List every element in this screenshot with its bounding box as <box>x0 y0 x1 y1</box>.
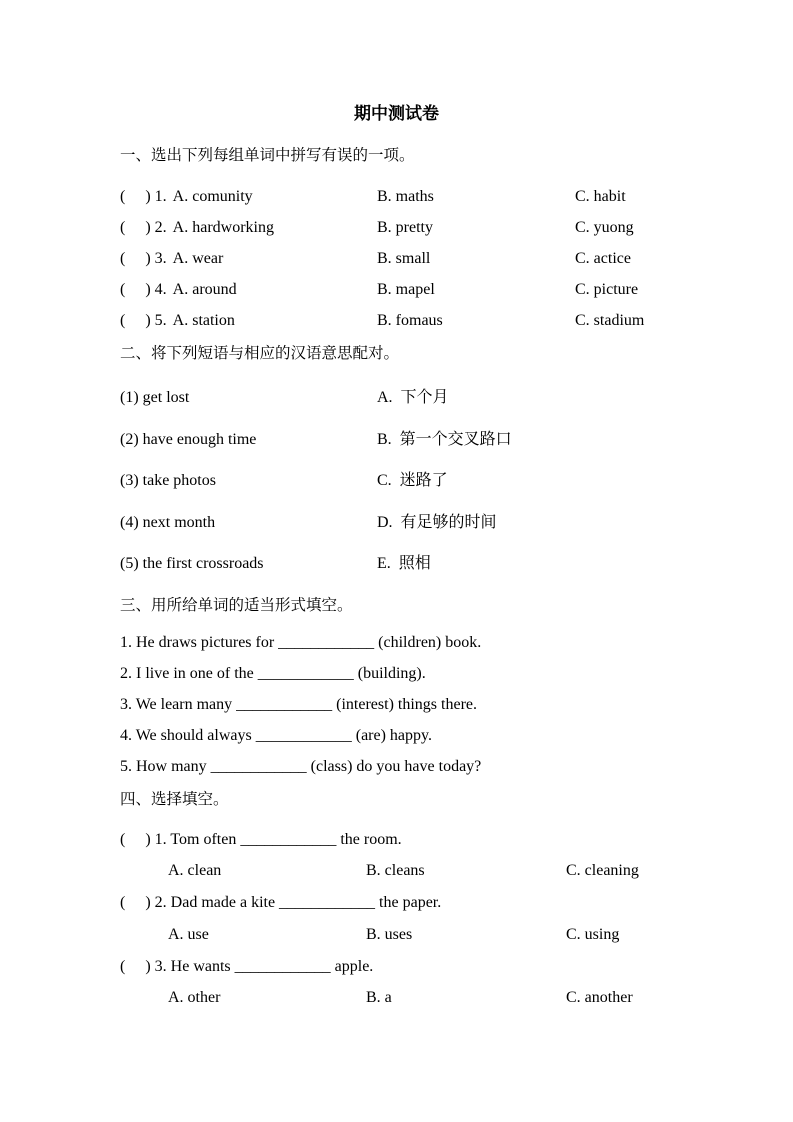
option-b: B. fomaus <box>377 312 443 329</box>
match-phrase: (3) take photos <box>120 472 216 489</box>
option-c: C. another <box>566 989 633 1006</box>
answer-parens-and-number <box>120 311 377 331</box>
option-c: C. using <box>566 926 620 943</box>
option-b: B. cleans <box>366 862 425 879</box>
section-1-heading: 一、选出下列每组单词中拼写有误的一项。 <box>120 147 415 164</box>
option-a: A. comunity <box>172 188 253 205</box>
answer-parens-and-number <box>120 187 377 207</box>
answer-parens: ( ) 1. <box>120 188 167 205</box>
match-meaning: A. 下个月 <box>377 389 449 406</box>
option-a: A. other <box>168 989 221 1006</box>
option-b: B. uses <box>366 926 413 943</box>
section-2-heading: 二、将下列短语与相应的汉语意思配对。 <box>120 345 400 362</box>
option-c: C. stadium <box>575 312 645 329</box>
option-b: B. maths <box>377 188 434 205</box>
option-b: B. pretty <box>377 219 433 236</box>
option-c: C. habit <box>575 188 626 205</box>
answer-parens: ( ) 5. <box>120 312 167 329</box>
match-row <box>120 388 780 408</box>
mcq-options-row <box>120 988 780 1008</box>
answer-parens: ( ) 3. <box>120 250 167 267</box>
match-row <box>120 513 780 533</box>
word-choice-row <box>120 249 780 269</box>
option-c: C. cleaning <box>566 862 639 879</box>
mcq-options-row <box>120 861 780 881</box>
answer-parens-and-number <box>120 218 377 238</box>
match-phrase: (2) have enough time <box>120 431 257 448</box>
match-phrase: (1) get lost <box>120 389 190 406</box>
match-phrase: (5) the first crossroads <box>120 555 264 572</box>
match-meaning: B. 第一个交叉路口 <box>377 431 512 448</box>
option-a: A. wear <box>172 250 224 267</box>
match-row <box>120 554 780 574</box>
option-a: A. use <box>168 926 209 943</box>
option-c: C. yuong <box>575 219 634 236</box>
option-c: C. picture <box>575 281 639 298</box>
match-meaning: C. 迷路了 <box>377 472 448 489</box>
fill-blank-item: 5. How many ____________ (class) do you have today? <box>120 758 482 775</box>
word-choice-row <box>120 218 780 238</box>
answer-parens-and-number <box>120 280 377 300</box>
answer-parens: ( ) 2. <box>120 219 167 236</box>
section-4-heading: 四、选择填空。 <box>120 791 229 808</box>
word-choice-row <box>120 311 780 331</box>
page-title: 期中测试卷 <box>354 104 439 123</box>
option-b: B. small <box>377 250 431 267</box>
option-b: B. a <box>366 989 392 1006</box>
word-choice-row <box>120 187 780 207</box>
match-meaning: D. 有足够的时间 <box>377 514 497 531</box>
mcq-question: ( ) 2. Dad made a kite ____________ the paper. <box>120 894 442 911</box>
option-a: A. station <box>172 312 235 329</box>
match-row <box>120 471 780 491</box>
section-3-heading: 三、用所给单词的适当形式填空。 <box>120 597 353 614</box>
word-choice-row <box>120 280 780 300</box>
fill-blank-item: 1. He draws pictures for ____________ (children) book. <box>120 634 482 651</box>
option-c: C. actice <box>575 250 631 267</box>
match-meaning: E. 照相 <box>377 555 431 572</box>
answer-parens: ( ) 4. <box>120 281 167 298</box>
fill-blank-item: 4. We should always ____________ (are) happy. <box>120 727 432 744</box>
mcq-options-row <box>120 925 780 945</box>
option-b: B. mapel <box>377 281 435 298</box>
mcq-question: ( ) 3. He wants ____________ apple. <box>120 958 374 975</box>
option-a: A. around <box>172 281 237 298</box>
option-a: A. hardworking <box>172 219 274 236</box>
answer-parens-and-number <box>120 249 377 269</box>
match-row <box>120 430 780 450</box>
fill-blank-item: 2. I live in one of the ____________ (building). <box>120 665 426 682</box>
match-phrase: (4) next month <box>120 514 216 531</box>
fill-blank-item: 3. We learn many ____________ (interest) things there. <box>120 696 477 713</box>
option-a: A. clean <box>168 862 222 879</box>
mcq-question: ( ) 1. Tom often ____________ the room. <box>120 831 402 848</box>
